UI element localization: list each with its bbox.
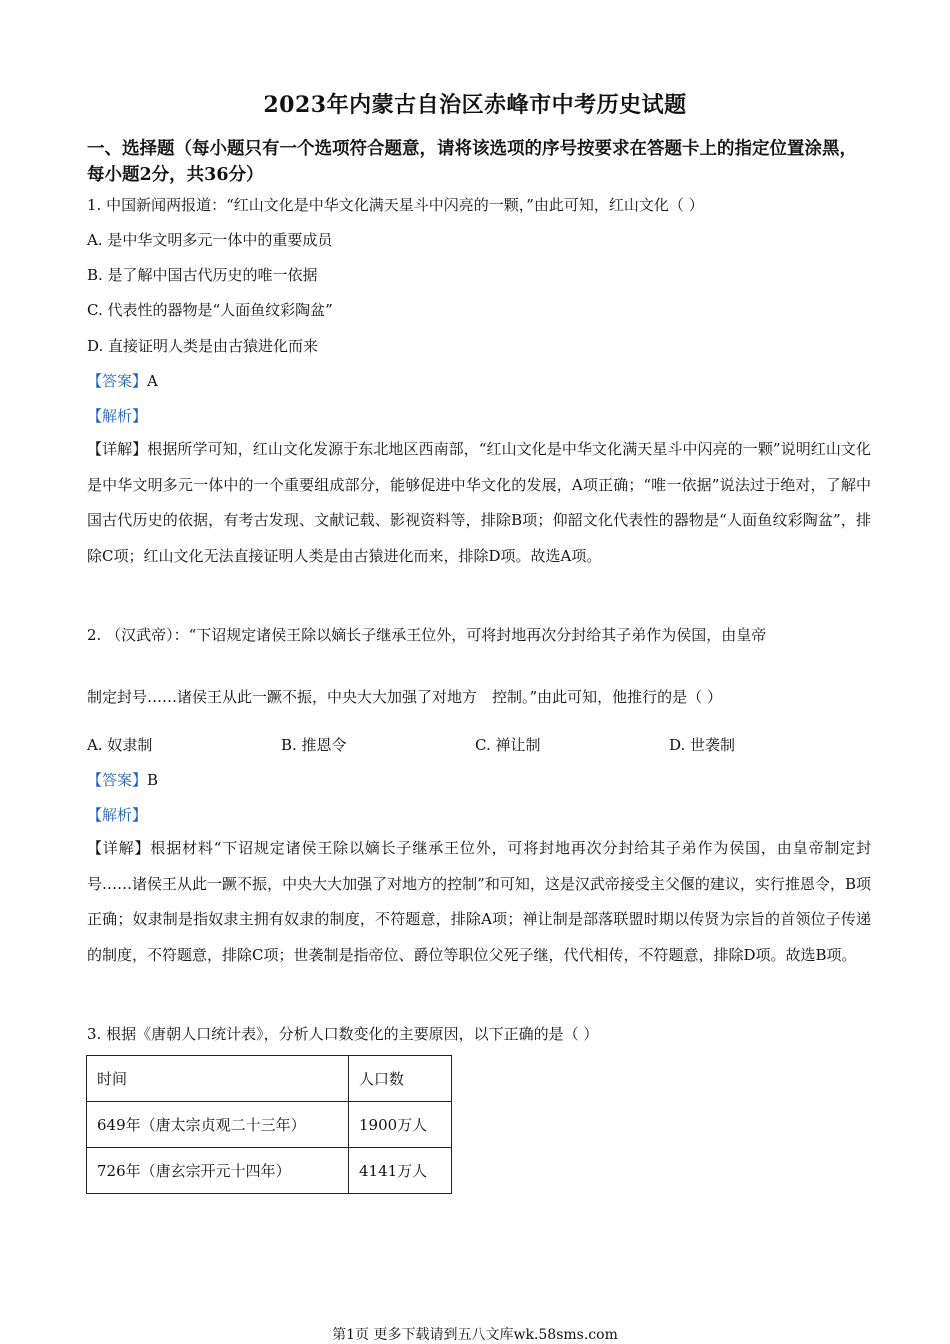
table-cell: 4141万人: [349, 1148, 452, 1194]
question-1-option-a: A. 是中华文明多元一体中的重要成员: [87, 231, 333, 249]
page-footer: 第1页 更多下载请到五八文库wk.58sms.com: [332, 1327, 618, 1343]
question-2-answer: [87, 769, 158, 791]
question-2-stem-line2: 制定封号……诸侯王从此一蹶不振，中央大大加强了对地方 控制。”由此可知，他推行的是（ ）: [87, 688, 722, 706]
question-1-stem: 1. 中国新闻两报道：“红山文化是中华文化满天星斗中闪亮的一颗，”由此可知，红山文化（ ）: [87, 196, 704, 214]
answer-value: A: [147, 372, 158, 390]
question-2-option-c: C. 禅让制: [475, 736, 541, 754]
question-2-option-b: B. 推恩令: [281, 736, 347, 754]
question-1-option-b: B. 是了解中国古代历史的唯一依据: [87, 266, 318, 284]
table-row: [87, 1148, 452, 1194]
question-1-answer: [87, 370, 158, 392]
population-table: [86, 1055, 452, 1194]
table-header-row: [87, 1056, 452, 1102]
table-row: [87, 1102, 452, 1148]
question-2-option-a: A. 奴隶制: [87, 736, 153, 754]
page-title: 2023年内蒙古自治区赤峰市中考历史试题: [263, 92, 687, 118]
question-2-detail: [87, 831, 871, 973]
answer-tag: 【答案】: [87, 771, 148, 789]
detail-tag: 【详解】: [87, 839, 151, 857]
question-1-option-d: D. 直接证明人类是由古猿进化而来: [87, 337, 319, 355]
question-1-option-c: C. 代表性的器物是“人面鱼纹彩陶盆”: [87, 301, 333, 319]
detail-tag: 【详解】: [87, 440, 148, 458]
question-1-analysis-tag: 【解析】: [87, 407, 148, 425]
question-2-option-d: D. 世袭制: [669, 736, 736, 754]
detail-text: 根据材料“下诏规定诸侯王除以嫡长子继承王位外，可将封地再次分封给其子弟作为侯国，由皇帝制定封号……诸侯王从此一蹶不振，中央大大加强了对地方的控制”和可知，这是汉武帝接受主父偃的建议，实行推恩令，B项正确；奴隶制是指奴隶主拥有奴隶的制度，不符题意，排除A项；禅让制是部落联盟时期以传贤为宗旨的首领位子传递的制度，不符题意，排除C项；世袭制是指帝位、爵位等职位父死子继，代代相传，不符题意，排除D项。故选B项。: [87, 839, 871, 964]
answer-value: B: [147, 771, 159, 789]
detail-text: 根据所学可知，红山文化发源于东北地区西南部，“红山文化是中华文化满天星斗中闪亮的一颗”说明红山文化是中华文明多元一体中的一个重要组成部分，能够促进中华文化的发展，A项正确；“唯一依据”说法过于绝对，了解中国古代历史的依据，有考古发现、文献记载、影视资料等，排除B项；仰韶文化代表性的器物是“人面鱼纹彩陶盆”，排除C项；红山文化无法直接证明人类是由古猿进化而来，排除D项。故选A项。: [87, 440, 871, 565]
question-2-analysis-tag: 【解析】: [87, 806, 148, 824]
table-header-cell: 人口数: [349, 1056, 452, 1102]
question-3-stem: 3. 根据《唐朝人口统计表》，分析人口数变化的主要原因，以下正确的是（ ）: [87, 1025, 599, 1043]
section-heading: 一、选择题（每小题只有一个选项符合题意，请将该选项的序号按要求在答题卡上的指定位置涂黑，每小题2分，共36分）: [87, 139, 857, 185]
table-cell: 649年（唐太宗贞观二十三年）: [87, 1102, 349, 1148]
table-cell: 1900万人: [349, 1102, 452, 1148]
question-2-stem-line1: 2. （汉武帝）：“下诏规定诸侯王除以嫡长子继承王位外，可将封地再次分封给其子弟作为侯国，由皇帝: [87, 626, 767, 644]
answer-tag: 【答案】: [87, 372, 148, 390]
question-1-detail: [87, 432, 871, 574]
table-cell: 726年（唐玄宗开元十四年）: [87, 1148, 349, 1194]
table-header-cell: 时间: [87, 1056, 349, 1102]
